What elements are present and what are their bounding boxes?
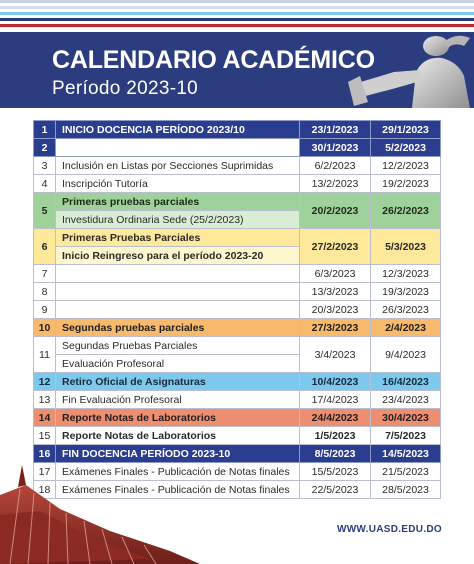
end-date: 29/1/2023: [371, 121, 441, 139]
table-row: [34, 319, 441, 337]
start-date: 30/1/2023: [300, 139, 371, 157]
row-number: 5: [34, 193, 56, 229]
row-number: 8: [34, 283, 56, 301]
activity-cell-secondary: Inicio Reingreso para el período 2023-20: [56, 247, 300, 265]
activity-cell: Primeras pruebas parciales: [56, 193, 300, 211]
header-banner: [0, 32, 474, 108]
activity-cell: [56, 265, 300, 283]
table-row: [34, 337, 441, 355]
website-url[interactable]: WWW.UASD.EDU.DO: [336, 524, 442, 535]
statue-image: [324, 32, 474, 108]
start-date: 15/5/2023: [300, 463, 371, 481]
activity-cell-secondary: Evaluación Profesoral: [56, 355, 300, 373]
activity-cell: Primeras Pruebas Parciales: [56, 229, 300, 247]
activity-cell-secondary: Investidura Ordinaria Sede (25/2/2023): [56, 211, 300, 229]
end-date: 12/3/2023: [371, 265, 441, 283]
row-number: 9: [34, 301, 56, 319]
start-date: 6/2/2023: [300, 157, 371, 175]
row-number: 3: [34, 157, 56, 175]
row-number: 4: [34, 175, 56, 193]
calendar-table: [33, 120, 441, 499]
row-number: 11: [34, 337, 56, 373]
table-row: [34, 229, 441, 247]
row-number: 1: [34, 121, 56, 139]
table-row: [34, 193, 441, 211]
start-date: 22/5/2023: [300, 481, 371, 499]
end-date: 21/5/2023: [371, 463, 441, 481]
table-row: [34, 121, 441, 139]
row-number: 14: [34, 409, 56, 427]
activity-cell: Exámenes Finales - Publicación de Notas finales: [56, 463, 300, 481]
activity-cell: Segundas Pruebas Parciales: [56, 337, 300, 355]
start-date: 8/5/2023: [300, 445, 371, 463]
start-date: 17/4/2023: [300, 391, 371, 409]
table-row: [34, 265, 441, 283]
end-date: 14/5/2023: [371, 445, 441, 463]
table-row: [34, 391, 441, 409]
activity-cell: [56, 139, 300, 157]
activity-cell: Inclusión en Listas por Secciones Suprimidas: [56, 157, 300, 175]
page-title: CALENDARIO ACADÉMICO: [52, 46, 375, 74]
row-number: 18: [34, 481, 56, 499]
end-date: 5/2/2023: [371, 139, 441, 157]
end-date: 28/5/2023: [371, 481, 441, 499]
start-date: 20/2/2023: [300, 193, 371, 229]
activity-cell: FIN DOCENCIA PERÍODO 2023-10: [56, 445, 300, 463]
activity-cell: Segundas pruebas parciales: [56, 319, 300, 337]
end-date: 12/2/2023: [371, 157, 441, 175]
row-number: 2: [34, 139, 56, 157]
start-date: 1/5/2023: [300, 427, 371, 445]
table-row: [34, 157, 441, 175]
table-row: [34, 373, 441, 391]
start-date: 13/2/2023: [300, 175, 371, 193]
row-number: 15: [34, 427, 56, 445]
end-date: 26/2/2023: [371, 193, 441, 229]
table-row: [34, 283, 441, 301]
activity-cell: Fin Evaluación Profesoral: [56, 391, 300, 409]
end-date: 30/4/2023: [371, 409, 441, 427]
top-color-stripes: [0, 0, 474, 30]
start-date: 6/3/2023: [300, 265, 371, 283]
row-number: 7: [34, 265, 56, 283]
page-subtitle: Período 2023-10: [52, 78, 199, 99]
row-number: 10: [34, 319, 56, 337]
end-date: 7/5/2023: [371, 427, 441, 445]
end-date: 19/3/2023: [371, 283, 441, 301]
building-image: [0, 455, 200, 564]
table-row: [34, 409, 441, 427]
activity-cell: [56, 301, 300, 319]
row-number: 17: [34, 463, 56, 481]
activity-cell: Reporte Notas de Laboratorios: [56, 427, 300, 445]
end-date: 16/4/2023: [371, 373, 441, 391]
table-row: [34, 139, 441, 157]
end-date: 26/3/2023: [371, 301, 441, 319]
activity-cell: Retiro Oficial de Asignaturas: [56, 373, 300, 391]
end-date: 9/4/2023: [371, 337, 441, 373]
start-date: 27/3/2023: [300, 319, 371, 337]
start-date: 23/1/2023: [300, 121, 371, 139]
activity-cell: INICIO DOCENCIA PERÍODO 2023/10: [56, 121, 300, 139]
row-number: 13: [34, 391, 56, 409]
table-row: [34, 427, 441, 445]
table-row: [34, 175, 441, 193]
end-date: 2/4/2023: [371, 319, 441, 337]
start-date: 24/4/2023: [300, 409, 371, 427]
activity-cell: Reporte Notas de Laboratorios: [56, 409, 300, 427]
start-date: 20/3/2023: [300, 301, 371, 319]
start-date: 13/3/2023: [300, 283, 371, 301]
row-number: 12: [34, 373, 56, 391]
end-date: 23/4/2023: [371, 391, 441, 409]
row-number: 6: [34, 229, 56, 265]
start-date: 3/4/2023: [300, 337, 371, 373]
activity-cell: Inscripción Tutoría: [56, 175, 300, 193]
start-date: 10/4/2023: [300, 373, 371, 391]
activity-cell: Exámenes Finales - Publicación de Notas finales: [56, 481, 300, 499]
table-row: [34, 301, 441, 319]
end-date: 19/2/2023: [371, 175, 441, 193]
end-date: 5/3/2023: [371, 229, 441, 265]
row-number: 16: [34, 445, 56, 463]
activity-cell: [56, 283, 300, 301]
start-date: 27/2/2023: [300, 229, 371, 265]
